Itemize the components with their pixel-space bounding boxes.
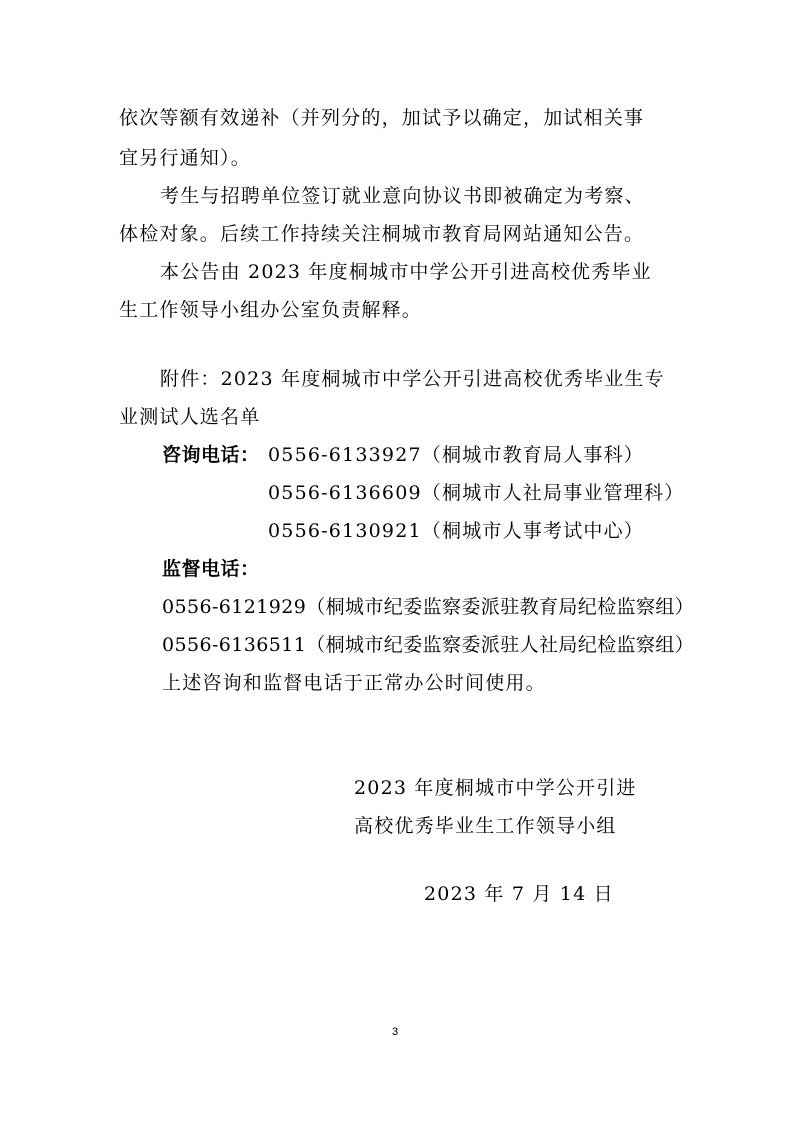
consult-phone-2: 0556-6136609（桐城市人社局事业管理科） (268, 482, 685, 504)
supervise-phone-label: 监督电话： (162, 558, 260, 580)
phone-usage-note: 上述咨询和监督电话于正常办公时间使用。 (162, 672, 546, 694)
paragraph-3-line-1: 本公告由 2023 年度桐城市中学公开引进高校优秀毕业 (160, 261, 652, 283)
supervise-phone-1: 0556-6121929（桐城市纪委监察委派驻教育局纪检监察组） (162, 596, 695, 618)
paragraph-2-line-1: 考生与招聘单位签订就业意向协议书即被确定为考察、 (160, 185, 645, 207)
paragraph-3-line-2: 生工作领导小组办公室负责解释。 (119, 299, 423, 321)
paragraph-2-line-2: 体检对象。后续工作持续关注桐城市教育局网站通知公告。 (119, 223, 645, 245)
consult-phone-3: 0556-6130921（桐城市人事考试中心） (268, 520, 644, 542)
consult-phone-label: 咨询电话： (162, 444, 260, 466)
signature-org-line-1: 2023 年度桐城市中学公开引进 (354, 777, 637, 799)
consult-phone-1: 0556-6133927（桐城市教育局人事科） (268, 444, 644, 466)
attachment-line-1: 附件：2023 年度桐城市中学公开引进高校优秀毕业生专 (160, 368, 665, 390)
paragraph-1-line-1: 依次等额有效递补（并列分的，加试予以确定，加试相关事 (119, 107, 645, 129)
signature-date: 2023 年 7 月 14 日 (424, 883, 614, 905)
page-number: 3 (392, 1026, 399, 1038)
signature-org-line-2: 高校优秀毕业生工作领导小组 (354, 815, 617, 837)
paragraph-1-line-2: 宜另行通知）。 (119, 147, 251, 169)
supervise-phone-2: 0556-6136511（桐城市纪委监察委派驻人社局纪检监察组） (162, 634, 695, 656)
attachment-line-2: 业测试人选名单 (119, 406, 261, 428)
